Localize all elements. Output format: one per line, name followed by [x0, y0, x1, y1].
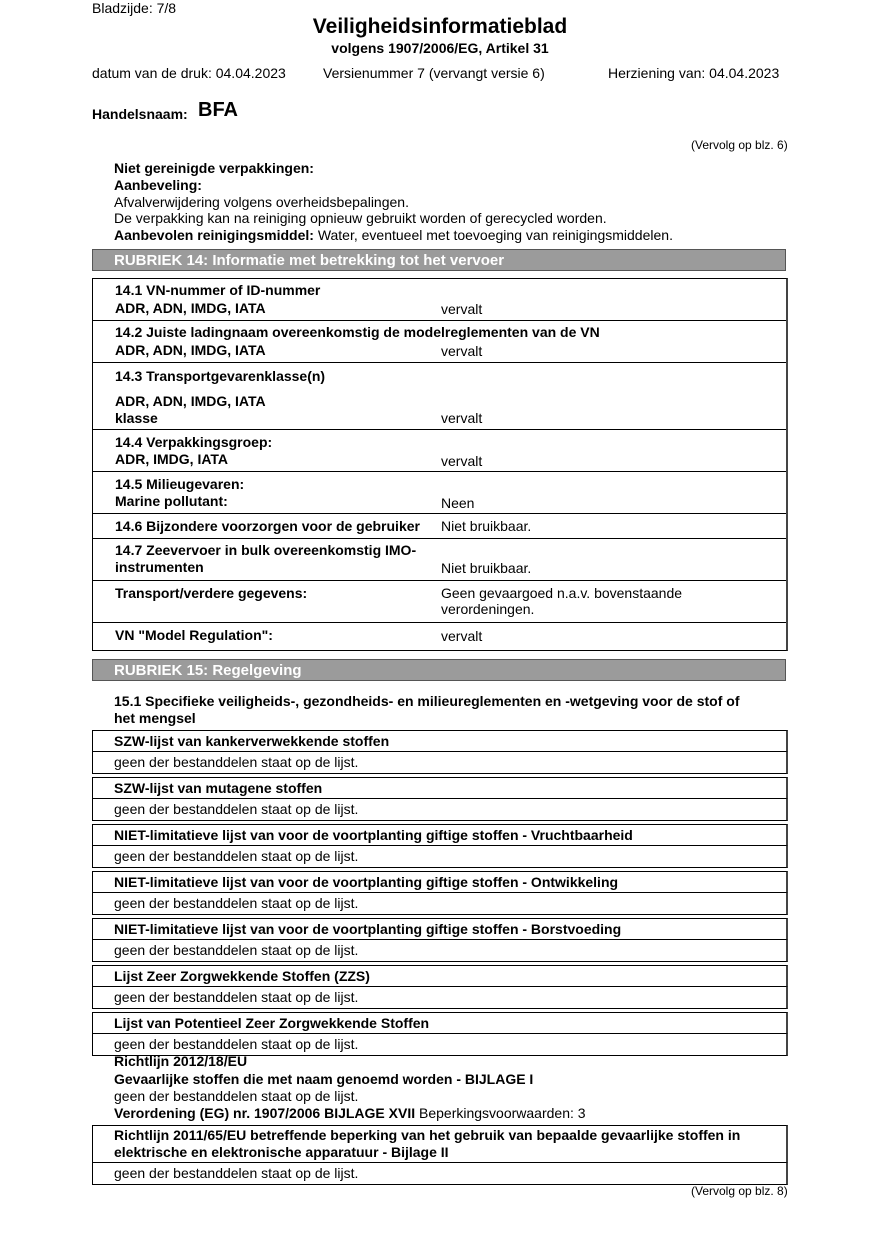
- rohs-heading-line-2: elektrische en elektronische apparatuur - Bijlage II: [114, 1144, 449, 1160]
- section-15-1-intro: 15.1 Specifieke veiligheids-, gezondheids- en milieureglementen en -wetgeving voor de stof of: [114, 693, 740, 709]
- version-number: Versienummer 7 (vervangt versie 6): [323, 65, 545, 81]
- row-label: 14.7 Zeevervoer in bulk overeenkomstig IMO-: [115, 542, 417, 558]
- rohs-heading: [92, 1125, 788, 1163]
- row-label: VN "Model Regulation":: [115, 627, 273, 643]
- row-sublabel: Marine pollutant:: [115, 493, 228, 509]
- transport-row-14-2: [93, 321, 786, 363]
- regulation-list-heading: SZW-lijst van kankerverwekkende stoffen: [92, 730, 788, 752]
- regulation-list-heading: NIET-limitatieve lijst van voor de voortplanting giftige stoffen - Ontwikkeling: [92, 871, 788, 893]
- row-value: Neen: [441, 495, 475, 511]
- revision-date: Herziening van: 04.04.2023: [608, 65, 780, 81]
- row-sublabel: ADR, ADN, IMDG, IATA: [115, 300, 266, 316]
- regulation-list-heading: SZW-lijst van mutagene stoffen: [92, 777, 788, 799]
- document-title: Veiligheidsinformatieblad: [312, 15, 568, 38]
- row-label: 14.4 Verpakkingsgroep:: [115, 434, 273, 450]
- regulation-list-heading: Lijst Zeer Zorgwekkende Stoffen (ZZS): [92, 965, 788, 987]
- section-15-1-intro-2: het mengsel: [114, 710, 196, 726]
- reach-annex-xvii: [114, 1105, 586, 1121]
- row-label: 14.1 VN-nummer of ID-nummer: [115, 282, 321, 298]
- trade-name: BFA: [198, 99, 238, 121]
- transport-row-model-regulation: [93, 623, 786, 650]
- row-label: 14.2 Juiste ladingnaam overeenkomstig de modelreglementen van de VN: [115, 324, 600, 340]
- cleaning-agent-label: Aanbevolen reinigingsmiddel:: [114, 227, 314, 243]
- rohs-block: [92, 1125, 788, 1185]
- transport-row-14-7: [93, 539, 786, 581]
- cleaning-agent: [114, 227, 673, 243]
- annex-1-label: Gevaarlijke stoffen die met naam genoemd worden - BIJLAGE I: [114, 1071, 534, 1087]
- recommendation-label: Aanbeveling:: [114, 177, 202, 193]
- regulation-list-value: geen der bestanddelen staat op de lijst.: [92, 752, 788, 774]
- trade-name-label: Handelsnaam:: [92, 106, 188, 122]
- transport-row-14-4: [93, 430, 786, 472]
- transport-row-14-6: [93, 514, 786, 539]
- reach-label: Verordening (EG) nr. 1907/2006 BIJLAGE XVII: [114, 1105, 416, 1121]
- row-sublabel: instrumenten: [115, 559, 204, 575]
- row-value: vervalt: [441, 301, 483, 317]
- packaging-line-2: De verpakking kan na reiniging opnieuw gebruikt worden of gerecycled worden.: [114, 210, 607, 226]
- section-14-title: RUBRIEK 14: Informatie met betrekking tot het vervoer: [92, 249, 786, 271]
- transport-row-further-data: [93, 581, 786, 623]
- rohs-heading-line-1: Richtlijn 2011/65/EU betreffende beperking van het gebruik van bepaalde gevaarlijke stoffen in: [114, 1127, 741, 1143]
- annex-1-value: geen der bestanddelen staat op de lijst.: [114, 1088, 359, 1104]
- transport-row-14-3: [93, 363, 786, 430]
- row-value: vervalt: [441, 343, 483, 359]
- packaging-heading: Niet gereinigde verpakkingen:: [114, 160, 314, 176]
- row-sublabel-2: klasse: [115, 410, 158, 426]
- regulation-list-value: geen der bestanddelen staat op de lijst.: [92, 846, 788, 868]
- row-label: 14.5 Milieugevaren:: [115, 476, 245, 492]
- transport-table: [92, 278, 788, 651]
- regulation-list-value: geen der bestanddelen staat op de lijst.: [92, 893, 788, 915]
- directive-2012-18: Richtlijn 2012/18/EU: [114, 1053, 248, 1069]
- section-15-title: RUBRIEK 15: Regelgeving: [92, 659, 786, 681]
- regulation-list-value: geen der bestanddelen staat op de lijst.: [92, 1034, 788, 1056]
- regulation-list-value: geen der bestanddelen staat op de lijst.: [92, 799, 788, 821]
- regulation-list-value: geen der bestanddelen staat op de lijst.: [92, 940, 788, 962]
- row-label: 14.6 Bijzondere voorzorgen voor de gebruiker: [115, 518, 420, 534]
- regulation-list-heading: NIET-limitatieve lijst van voor de voortplanting giftige stoffen - Vruchtbaarheid: [92, 824, 788, 846]
- row-label: Transport/verdere gegevens:: [115, 585, 308, 601]
- rohs-value: geen der bestanddelen staat op de lijst.: [92, 1163, 788, 1185]
- row-label: 14.3 Transportgevarenklasse(n): [115, 368, 326, 384]
- transport-row-14-1: [93, 279, 786, 321]
- continued-from: (Vervolg op blz. 6): [691, 138, 788, 152]
- row-value: vervalt: [441, 628, 483, 644]
- row-sublabel: ADR, IMDG, IATA: [115, 451, 229, 467]
- packaging-line-1: Afvalverwijdering volgens overheidsbepalingen.: [114, 194, 409, 210]
- cleaning-agent-value: Water, eventueel met toevoeging van reinigingsmiddelen.: [317, 227, 673, 243]
- row-value: Niet bruikbaar.: [441, 518, 532, 534]
- regulation-list-heading: NIET-limitatieve lijst van voor de voortplanting giftige stoffen - Borstvoeding: [92, 918, 788, 940]
- regulation-lists: [92, 730, 788, 1056]
- reach-value: Beperkingsvoorwaarden: 3: [419, 1105, 586, 1121]
- row-value: vervalt: [441, 453, 483, 469]
- regulation-list-heading: Lijst van Potentieel Zeer Zorgwekkende Stoffen: [92, 1012, 788, 1034]
- continued-on: (Vervolg op blz. 8): [691, 1184, 788, 1198]
- regulation-list-value: geen der bestanddelen staat op de lijst.: [92, 987, 788, 1009]
- row-sublabel: ADR, ADN, IMDG, IATA: [115, 342, 266, 358]
- row-value: Niet bruikbaar.: [441, 560, 532, 576]
- row-value-2: verordeningen.: [441, 601, 535, 617]
- row-sublabel: ADR, ADN, IMDG, IATA: [115, 393, 266, 409]
- row-value: Geen gevaargoed n.a.v. bovenstaande: [441, 585, 683, 601]
- document-subtitle: volgens 1907/2006/EG, Artikel 31: [331, 40, 549, 56]
- page-number: Bladzijde: 7/8: [92, 0, 177, 16]
- print-date: datum van de druk: 04.04.2023: [92, 65, 286, 81]
- row-value: vervalt: [441, 410, 483, 426]
- transport-row-14-5: [93, 472, 786, 514]
